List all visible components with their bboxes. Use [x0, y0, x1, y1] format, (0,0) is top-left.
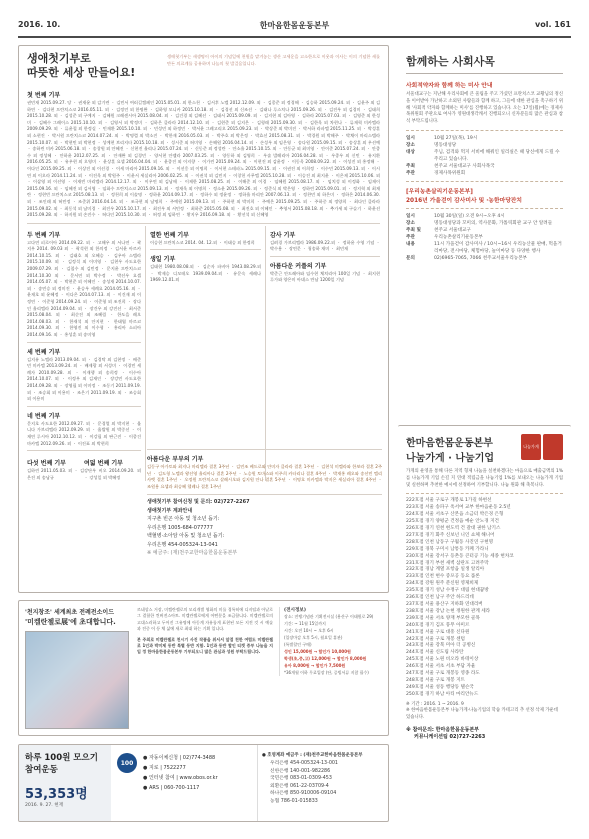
- store-item: 249호점 서울 성동 행당동 텔슨국: [406, 684, 474, 690]
- ad-info-item: 장소: 전쟁기념관 기획전시실 (용산구 이태원로 29): [284, 614, 374, 619]
- michelangelo-ad: [18, 600, 389, 736]
- store-item: 234호점 강원 원주 분신원 영제희제: [406, 581, 479, 587]
- ad-info-item: 유아 8,000원 → 할인가 7,500원: [284, 663, 346, 668]
- info-row: [406, 213, 563, 220]
- store-list: [406, 498, 563, 698]
- store-item: 229호점 경북 구미시 남통동 카페 가라니: [406, 546, 489, 552]
- divider: [147, 449, 382, 450]
- divider: [257, 745, 258, 821]
- store-item: 227호점 경기 화주 신보넌 니인 쇼체 해니어: [406, 532, 495, 538]
- header-rule: [18, 36, 571, 38]
- participation-link: ● 인터넷 참여 | www.obos.or.kr: [143, 775, 218, 781]
- section-title: 아름다운 커플의 기부: [270, 262, 327, 270]
- ad-line1: '천지창조' 세계최초 전례전소이드: [25, 609, 114, 616]
- info-key: 내용: [406, 241, 415, 247]
- divider: [27, 450, 141, 451]
- info-value: 명동대성당: [434, 142, 457, 148]
- store-item: 232호점 경남 계열 포항읍 일생 알리아: [406, 567, 485, 573]
- store-item: 224호점 서울 서초구 산본읍 소금터 박은경 은형: [406, 512, 504, 518]
- section-text: 김태현 1980.08.08.외 ㆍ 김순자 파비아 1943.08.29.외 ㆍ 박제승 디모테오 1939.09.04.외 ㆍ 유문숙 세레나 1969.12.01.외: [150, 264, 261, 283]
- info-row: [406, 170, 563, 177]
- contact-line: ※ 예금주: (재)천주교한마음한몸운동본부: [147, 550, 238, 557]
- participant-count: 53,353명: [25, 787, 88, 802]
- ad-info-item: 시간: 오전 10시 ~ 오후 6시: [284, 628, 334, 633]
- contact-line: 생애첫기부 계좌안내: [147, 507, 193, 514]
- info-row: [406, 234, 563, 241]
- contact-line: 커뮤니케이션팀 02)727-2263: [414, 734, 486, 741]
- bank-account: 외환은행 061-22-03709-4: [270, 783, 329, 789]
- issue-date: 2016. 10.: [18, 20, 61, 29]
- store-item: 230호점 서울 강서구 등촌동 큰터공 기능 세종 현차코: [406, 553, 514, 559]
- store-item: 231호점 경기 부천 새벽 삼관포 고려주막: [406, 560, 489, 566]
- store-item: 239호점 서울 서초 양재 부모한 골목: [406, 615, 480, 621]
- store-item: 223호점 서울 송파구 옥서여 교부 한마음운동 2.5년: [406, 505, 511, 511]
- store-item: 237호점 서울 용산구 지하화 연대리버: [406, 601, 483, 607]
- divider: [406, 181, 563, 182]
- section-text: 박준근 안드레아와 임수현 체치리아 100일 기념 ㆍ 최지현 루가와 양은미 아녜스 만남 1200일 기념: [270, 270, 380, 283]
- store-item: 222호점 서울 구로구 개봉로 1가길 하현선: [406, 498, 492, 504]
- social-ministry-panel: [398, 45, 571, 417]
- divider: [406, 73, 563, 74]
- contact-line: ※ 참여문의: 한마음한몸운동본부: [406, 727, 480, 734]
- section-title: 여덟 번째 기부: [84, 460, 123, 468]
- footnote: ※ 한마음한몸운동본부 나눔가게·나눔기업의 학습 카테고리 추 선정 삭제 가운데 있습니다.: [406, 708, 558, 721]
- store-item: 246호점 서울 서초 서초 부담 자율: [406, 664, 476, 670]
- sharing-company-logo: [543, 434, 563, 460]
- info-key: 장소: [406, 220, 415, 226]
- ad-info-item: *36개월 이하 무료입장 (단, 증빙서류 지참 필수): [284, 670, 369, 675]
- section-title: 생일 기부: [150, 256, 176, 264]
- info-row: [406, 227, 563, 234]
- participation-link: ● ARS | 060-700-1117: [143, 785, 200, 791]
- contact-line: 우리은행 1005-684-077777: [147, 524, 213, 531]
- info-key: 일시: [406, 135, 415, 141]
- panel-title: 함께하는 사회사목: [406, 55, 495, 68]
- ad-info-item: (특별할인 구매): [284, 642, 312, 647]
- store-item: 236호점 인천 남구 주안 하드리데: [406, 595, 474, 601]
- panel-title: 나눔가게 · 나눔기업: [406, 453, 495, 464]
- contact-line: 우리은행 454-005324-13-041: [147, 541, 218, 548]
- info-value: 천주교 서울대교구 사회사목국: [434, 163, 495, 169]
- divider: [27, 406, 141, 407]
- store-item: 244호점 서울 신도림 사라탄: [406, 650, 464, 656]
- section-title: 열한 번째 기부: [150, 231, 189, 239]
- section-title: 다섯 번째 기부: [27, 460, 66, 468]
- section-text: 김지유 노엘라 2013.09.04. 외 ㆍ 김경탁 외 김현정 ㆍ 배준민 미카엘 2013.09.24. 외 ㆍ 배제광 외 서성미 ㆍ 이경민 세례자 2010.09.28. 외 ㆍ 이재행 외 송희정 ㆍ 이수아 2014.10.07. 외 ㆍ 이정우 외 김재인 ㆍ 장강민 사도요한 2014.09.28. 외 ㆍ 장영필 외 이미정 ㆍ 조동기 2011.09.19. 외 ㆍ 조승회 외 이용미 ㆍ 조은기 2011.09.19. 외 ㆍ 조승회 외 이용미: [27, 356, 141, 402]
- bank-account: 농협 786-01-015833: [270, 798, 318, 804]
- contact-line: 백혈병·소아암 아동 및 청소년 돕기:: [147, 533, 225, 540]
- info-value: 천주교 서울대교구: [434, 227, 471, 233]
- bank-title: ● 호영계좌 예금주 : (재)천주교한마음한몸운동본부: [262, 753, 363, 758]
- store-item: 250호점 경기 하남 아티 마리안뉴드: [406, 691, 479, 697]
- info-value: 10월 27일(목), 19시: [434, 135, 478, 141]
- info-value: 11시 가을걷이 감사미사 / 10시~16시 우리농산물 판매, 먹을거리마당, 전시마당, 체험마당, 놀이마당 등 다양한 행사: [434, 241, 562, 254]
- ad-info-item: (입장마감 오후 5시, 월요일 휴관): [284, 635, 343, 640]
- ad-info-item: 성인 15,000원 → 할인가 10,000원: [284, 649, 351, 654]
- store-item: 235호점 경기 성남 수정구 대림 현대꿈방: [406, 588, 489, 594]
- donation-title-line1: 하루 100원 모으기: [25, 753, 98, 763]
- panel-intro: 생애첫기부는 새생명이 아이의 기념일에 천원을 맡겨놓는 생산 고세운을 고소한으로 이웃과 이사는 이의 기념한 새를 만든 의료계를 공유하며 나눔의 첫 발걸음입니다.: [167, 54, 380, 66]
- org-name: 한마음한몸운동본부: [259, 21, 330, 30]
- info-key: 주최: [406, 163, 415, 169]
- panel-title: 한마음한몸운동본부: [406, 438, 493, 449]
- store-item: 226호점 경기 연천 현도역 건 갈대 권한 남기스: [406, 526, 501, 532]
- daily-100-panel: [18, 744, 389, 822]
- ad-info-title: (전시정보): [284, 608, 306, 613]
- info-value: 경제사목위원회: [434, 170, 466, 176]
- info-list: [406, 213, 563, 262]
- divider: [150, 249, 261, 250]
- store-item: 233호점 인천 현수 증포공 동요 롤론: [406, 574, 480, 580]
- contact-line: 생애첫기부 참여신청 및 문의: 02)727-2267: [147, 499, 250, 506]
- divider: [406, 493, 563, 494]
- badge-100-icon: 100: [117, 753, 137, 773]
- divider: [27, 342, 141, 343]
- store-item: 241호점 서울 구로 대흥 신다원: [406, 629, 470, 635]
- info-key: 주최 및: [406, 227, 421, 233]
- store-item: 247호점 서울 구로 개봉동 영종 라도: [406, 671, 480, 677]
- divider: [406, 208, 563, 209]
- info-row: [406, 220, 563, 227]
- section-text: 문지호 사도요한 2012.09.27. 외 ㆍ 문경열 외 박지현 ㆍ 울니다 가브리엘라 2012.09.29. 외 ㆍ 울밥원 외 박중선 ㆍ 이재연 루시아 2012.10.12. 외 ㆍ 이강필 외 판근진 ㆍ 이종건 마카엘 2012.09.26. 외 ㆍ 이진표 외 박현희: [27, 420, 141, 446]
- count-date: 2016. 9. 27. 현재: [25, 803, 64, 808]
- info-list: [406, 135, 563, 177]
- section-text: 고다연 피로이아 2014.09.22. 외 ㆍ 고해우 외 서나연 ㆍ 곽지우 2014. 09.03 외 ㆍ 곽석현 외 한의정 ㆍ 김서윤 아르카 2014.10.15. 외 ㆍ 김태호 외 오혜승 ㆍ 김우아 스텔라 2015.10.09. 외 ㆍ 김정석 외 이미영 ㆍ 김현우 사도요한 2009.07.29. 외 ㆍ 김철수 외 김민정 ㆍ 문지윤 프란치스코 2014.10.30 외 ㆍ 문서연 외 박수정 ㆍ 박선우 요셉 2014.05.07. 외 ㆍ 박현준 외 이혜인 ㆍ 송성재 2014.10.07. 외 ㆍ 송민승 외 정미진 ㆍ 윤승우 세례요 2014.05.16. 외 ㆍ 윤재호 외 윤혜정 ㆍ 이다은 2014.07.13. 외 ㆍ 이건재 외 이정연 ㆍ 이준형 2014.09.24. 외 ㆍ 이준형 외 조진희 ㆍ 장다인 율리엘라 2014.09.04. 외 ㆍ 장건우 외 강진선 ㆍ 최서준 2015.08.04. 외 ㆍ 최순진 외 조혜림 ㆍ 한도을 레오 2014.08.03. 외 ㆍ 한재석 외 안지현 ㆍ 한태엽 마르코 2014.09.30. 외 ㆍ 한영진 외 이수형 ㆍ 홍리아 소피아 2014.09.16. 외 ㆍ 홍성훈 외 송미영: [27, 239, 141, 337]
- ad-paragraph: 본 주최로 미켈란젤로 천시기 사진 작품을 위서서 앞접 천한 여럽도 미켈란젤로 1인과 박미제 동반 특별 동반 지함. 1인과 동반 할인 티켓 증부 나눔을 지입 정 한마음한몸운동본부 기부되오니 많은 관심과 성원 부탁드립니다.: [137, 636, 273, 655]
- section-title: 아름다운 부부의 기부: [147, 456, 204, 463]
- sharing-store-panel: [398, 425, 571, 821]
- section-text: 김동구 아가토와 최지나 마리엘라 결혼 3주년 ㆍ 김민조 베드로와 안미자 클라라 결혼 1주년 ㆍ 김현석 미켈라와 한보라 결혼 2주년 ㆍ 김도형 노엘과 왕선영 율리아나 결혼 2주년 ㆍ 노승원 토마스와 이주희 카타리나 결혼 4주년 ㆍ 박재홍 레오와 송선민 엘리사벳 결혼 1주년 ㆍ 오정원 프란치스코 살레시오와 김지원 안나 결혼 5주년 ㆍ 이명호 미카엘과 박지은 세실리아 결혼 4주년 ㆍ 조원용 요셉과 최승혜 헬레나 결혼 1주년: [147, 464, 382, 489]
- info-row: [406, 255, 563, 262]
- michelangelo-poster-image: [25, 631, 129, 729]
- ad-line2: '미켈란젤로展'에 초대합니다.: [25, 618, 116, 626]
- store-item: 238호점 서울 강남 논현 정원한 관계 세라: [406, 608, 491, 614]
- footnote: ※ 기간 : 2016. 1 ~ 2016. 9: [406, 701, 464, 707]
- info-value: 주님, 검격와 먹지 서비에 해줘인 일리실은 때 당신에게 드릴 수 주리고 있습니다.: [434, 149, 560, 162]
- ad-info-list: [284, 613, 383, 676]
- info-key: 대상: [406, 149, 415, 155]
- store-item: 242호점 서울 구로 개봉 센텀: [406, 636, 465, 642]
- section-title: 첫 번째 기부: [27, 92, 61, 99]
- section-title: 세 번째 기부: [27, 348, 61, 356]
- section-text: 김하린 2011.05.03. 외 ㆍ 김은진 외 송남규: [27, 468, 84, 480]
- subtitle: [우리농촌살리기운동본부]: [406, 188, 473, 195]
- store-item: 243호점 서울 강북 미아 더 공병신: [406, 643, 476, 649]
- section-title: 감사 기부: [270, 231, 296, 239]
- info-key: 주관: [406, 234, 415, 240]
- participation-link: ● 지로 | 7522277: [143, 765, 186, 771]
- ad-paragraph: 르네상스 거장, 미켈란젤로의 모리개별 영화의 미를 경특히에 디지털과 아날로그 결합한 컨버전스아트. 미켈란젤로에게 어떤분을 조금합니다. 미켈란젤로의 고대스러하고 두어진 그유명에 아동계 자유롭게 표현된 모든 지전 것 시 예술과 전중 어 등 체 삶에 새로 최대 하는 기획 입니다.: [137, 607, 273, 632]
- bank-account: 우리은행 454-005324-13-001: [270, 761, 338, 766]
- divider: [147, 494, 382, 495]
- divider: [406, 130, 563, 131]
- subtitle: 2016년 가을걷이 감사미사 및 ·농한마당잔치: [406, 197, 523, 204]
- paragraph: 서울대교구는 지난해 우리사회에 큰 울림을 주고 가셨던 프란치스코 교황님의 정신을 이어받아 가난하고 소외된 사람들과 함께 하고, 그들에 대한 관심을 촉구하기 위해 '사회적 약자와 함께하는 미사'를 진행하고 있습니다. 오는 17일(월)에는 경제사목위원회 주관으로 여사가 영원대생각캐서 진행되오니 신자분들의 많은 관심과 참석 부탁드립니다.: [406, 92, 563, 125]
- first-donation-panel: [18, 45, 389, 593]
- store-item: 240호점 경기 김포 풍무 아미르: [406, 622, 470, 628]
- info-row: [406, 163, 563, 170]
- bank-account: 신한은행 140-001-982286: [270, 768, 331, 774]
- panel-title-line2: 따뜻한 세상 만들어요!: [27, 66, 136, 79]
- participation-link: ● 자동이체신청 | 02)774-3488: [143, 755, 216, 761]
- section-text: 강단우 비오 2014.09.20. 외 ㆍ 강성일 외 박혜정: [84, 468, 141, 480]
- store-item: 228호점 인천 남동구 구월동 사진연 구현명: [406, 539, 494, 545]
- store-item: 245호점 서울 노원 비오라 바테이상: [406, 657, 479, 663]
- info-row: [406, 135, 563, 142]
- sharing-store-logo: 나눔가게: [521, 434, 541, 460]
- section-text: 김려경 가브리엘라 1986.09.22.외 ㆍ 정하윤 수영 기념 ㆍ 박수용 ㆍ 장연문 ㆍ 청송하 재미 ㆍ 최민재: [270, 239, 380, 252]
- info-key: 주관: [406, 170, 415, 176]
- page-header: [18, 20, 571, 34]
- bank-list: [262, 760, 386, 806]
- info-value: 10월 30일(일) 오전 9시~오후 4시: [434, 213, 505, 219]
- info-key: 장소: [406, 142, 415, 148]
- info-value: 02)6965-7065, 7066 천주교서울우리농본부: [434, 255, 528, 261]
- bank-account: 국민은행 083-01-0309-453: [270, 776, 332, 782]
- participation-links: [143, 753, 253, 793]
- section-text: 이승현 프란치스코 2014. 04. 12.외 ㆍ 이태승 외 한정희: [150, 239, 255, 245]
- info-value: 우리농촌살리기운동본부: [434, 234, 483, 240]
- contact-line: 지구촌 빈곤 아동 및 청소년 돕기:: [147, 516, 220, 523]
- info-row: [406, 241, 563, 255]
- section-title: 네 번째 기부: [27, 412, 61, 420]
- paragraph: 가게의 운영을 통해 다른 지역 형제 나눔을 실천하겠다는 마음으로 매출금액의 1%를 나눔가게 기업 손길 지 연대 적립금을 나눔기업 1%를 보내오는 나눔가게 기업 및 실천하며 추천한 예시에 선정하여 기부합니다. 나눔 원화 해 축복니다.: [406, 469, 563, 488]
- store-item: 225호점 경기 양평군 건정읍 예순 안노경 지건: [406, 519, 499, 525]
- panel-title-line1: 생애첫기부로: [27, 52, 91, 65]
- info-row: [406, 149, 563, 163]
- section-text: 권민재 2015.09.27. 당 ㆍ 권재윤 외 감기련 ㆍ 김민서 여러길캠페인 2015.05.01. 외 한스천 ㆍ 김서후 노엘 2012.12.09. 외 ㆍ 김종준 외 정경해 ㆍ 김승하 2015.09.24. 외 ㆍ 김윤주 외 김하연 ㆍ 김다현 프란치스코 2016.05.11. 외 ㆍ 김정언 외 한명완 ㆍ 김하영 모니카 2015.10.18. 외 ㆍ 김경선 외 신조선 ㆍ 김태나 루스치나 2015.09.26. 외 ㆍ 김진우 외 김경미 ㆍ 김태희 2015.10.28. 외 ㆍ 김성준 외 구예지 ㆍ 김혜원 크레센시아 2015.08.04. 외 ㆍ 김건경 외 김혜선 ㆍ 김태서 2015.09.09. 외 ㆍ 김지현 외 김아영 ㆍ 김하라 2015.07.03. 외 ㆍ 김영준 외 한성미 ㆍ 김혜수 그레이스 2015.10.10. 외 ㆍ 김영서 외 박정미 ㆍ 김하은 클라라 2014.12.10. 외 ㆍ 김현준 외 김지은 ㆍ 김형래 2015.09.30. 외 ㆍ 김한욱 외 차현나 ㆍ 류재혁 미카엘라 2009.09.29. 외 ㆍ 류윤철 외 한정실 ㆍ 민재환 2015.10.10. 외 ㆍ 민성민 외 하정민 ㆍ 박서윤 그레고리오 2015.09.23. 외 ㆍ 박상준 외 박미진 ㆍ 박서하 라파엘 2015.11.25. 외 ㆍ 박성훈 외 소현진 ㆍ 박시원 프란치스코 2014.07.24. 외 ㆍ 박명렬 외 박소진 ㆍ 박한재 2016.05.03. 외 ㆍ 박주호 외 박은정 ㆍ 박효선 2015.08.31. 외 ㆍ 박경원 외 박해주 ㆍ 박채이 마리스텔라 2015.10.07. 외 ㆍ 박현민 외 박현정 ㆍ 성예현 브리지타 2015.10.18. 외 ㆍ 성시준 외 허미영 ㆍ 손해원 2016.04.14. 외 ㆍ 손성우 외 임은영 ㆍ 송다원 2015.09.15. 외 ㆍ 송상훈 외 우선예 ㆍ 송하린 미카 2015.06.18. 외 ㆍ 송창원 외 안혜진 ㆍ 신현진 율리나 2015.07.24. 외 ㆍ 신동준 외 정성란 ㆍ 안소율 2015.10.15. 외 ㆍ 안동균 외 최미영 ㆍ 안이준 2015.07.24. 외 ㆍ 안종수 외 정성혜 ㆍ 안하윤 2012.07.25. 외 ㆍ 안재완 외 김경민 ㆍ 양서현 안젤라 2007.03.25. 외 ㆍ 양동하 외 김영희 ㆍ 우솔 발레리아 2016.04.28. 외 ㆍ 우종우 외 신민 ㆍ 유지환 2016.05.25. 외 ㆍ 유우현 외 오영미 ㆍ 윤상훈 요셉 2016.04.04. 외 ㆍ 윤종진 외 이지향 ㆍ 이가린 2015.09.24. 외 ㆍ 이현진 외 감윤정 ㆍ 이동욱 2008.09.22. 외 ㆍ 이성진 외 홍정해 ㆍ 이다인 2015.09.25. 외 ㆍ 이상진 외 이선경 ㆍ 이세 마리아 2015.09.16. 외 ㆍ 이선웅 외 이명희 ㆍ 이서현 스테파노 2015.09.15. 외 ㆍ 이권진 외 이희정 ㆍ 이수민 2015.09.13. 외 ㆍ 이시연 외 이오라 2014.11.24. 외 ㆍ 이진욱 외 박원주 ㆍ 이윤서 세실리아 2006.02.25. 외 ㆍ 이권석 외 김민지 ㆍ 이창헌 사무엘 2015.10.28. 외 ㆍ 이승진 외 최지윤 ㆍ 이은제 2015.10.06. 외 ㆍ 이삼영 외 이선영 ㆍ 이재빈 마리엘라 2014.12.17. 외 ㆍ 이우연 외 김남애 ㆍ 이제한 2015.08.25. 외 ㆍ 이해준 외 이경 ㆍ 임혜원 2015.08.17. 외 ㆍ 임치성 외 이정화 ㆍ 임재이 2015.09.16. 외 ㆍ 임혜진 외 김서영 ㆍ 임화수 프란치스코 2015.09.13. 외 ㆍ 정재욱 외 이명희 ㆍ 정소윤 2015.09.26. 외 ㆍ 정준식 외 박은영 ㆍ 정하린 2015.09.01. 외 ㆍ 정지혁 외 최재란 ㆍ 정현빈 프란치스코 2015.08.13. 외 ㆍ 정천희 외 이솔명 ㆍ 정하윤 2014.09.17. 외 ㆍ 정하수 외 정윤정 ㆍ 정하율 마리안 2007.06.13. 외 ㆍ 정찬민 외 하은미 ㆍ 정하은 2014.06.30. 외 ㆍ 조인래 외 허민정 ㆍ 조준위 2016.04.14. 외 ㆍ 조국현 외 남명희 ㆍ 주예원 2015.09.13. 외 ㆍ 주하현 외 박미희 ㆍ 주예은 2015.09.25. 외 ㆍ 주하중 외 정양희 ㆍ 최다인 클라라 2015.09.02. 외 ㆍ 최동석 외 남미경 ㆍ 최진우 2015.10.17. 외 ㆍ 최진우 외 서민정 ㆍ 최하준 2015.05.08. 외 ㆍ 최진호 외 이혜인 ㆍ 추영서 2015.08.18. 외 ㆍ 추가세 외 구슬기 ㆍ 하윤선 2015.09.28. 외 ㆍ 하지원 외 손진수 ㆍ 허다인 2015.10.30. 외 ㆍ 허정 외 임하연 ㆍ 황지우 2016.09.18. 외 ㆍ 황선석 외 신혜영: [27, 100, 380, 218]
- subtitle: 사회적약자와 함께 하는 미사 안내: [406, 83, 493, 89]
- volume-number: vol. 161: [535, 20, 571, 29]
- section-title: 두 번째 기부: [27, 231, 61, 239]
- info-key: 문의: [406, 255, 415, 261]
- donation-title-line2: 참여운동: [25, 765, 58, 775]
- ad-info-item: 기간: ~ 11월 15일까지: [284, 621, 326, 626]
- store-item: 248호점 서울 구로 개봉 지트: [406, 677, 465, 683]
- bank-account: 하나은행 850-910006-09104: [270, 791, 337, 797]
- ad-info-item: 학생(초,중,고) 12,000원 → 할인가 8,000원: [284, 656, 367, 661]
- divider: [270, 256, 380, 257]
- info-key: 일시: [406, 213, 415, 219]
- info-value: 명동대성당과 꼬미의, 역사문화, 가톨릭회관 교구 안 알려들: [434, 220, 553, 226]
- info-row: [406, 142, 563, 149]
